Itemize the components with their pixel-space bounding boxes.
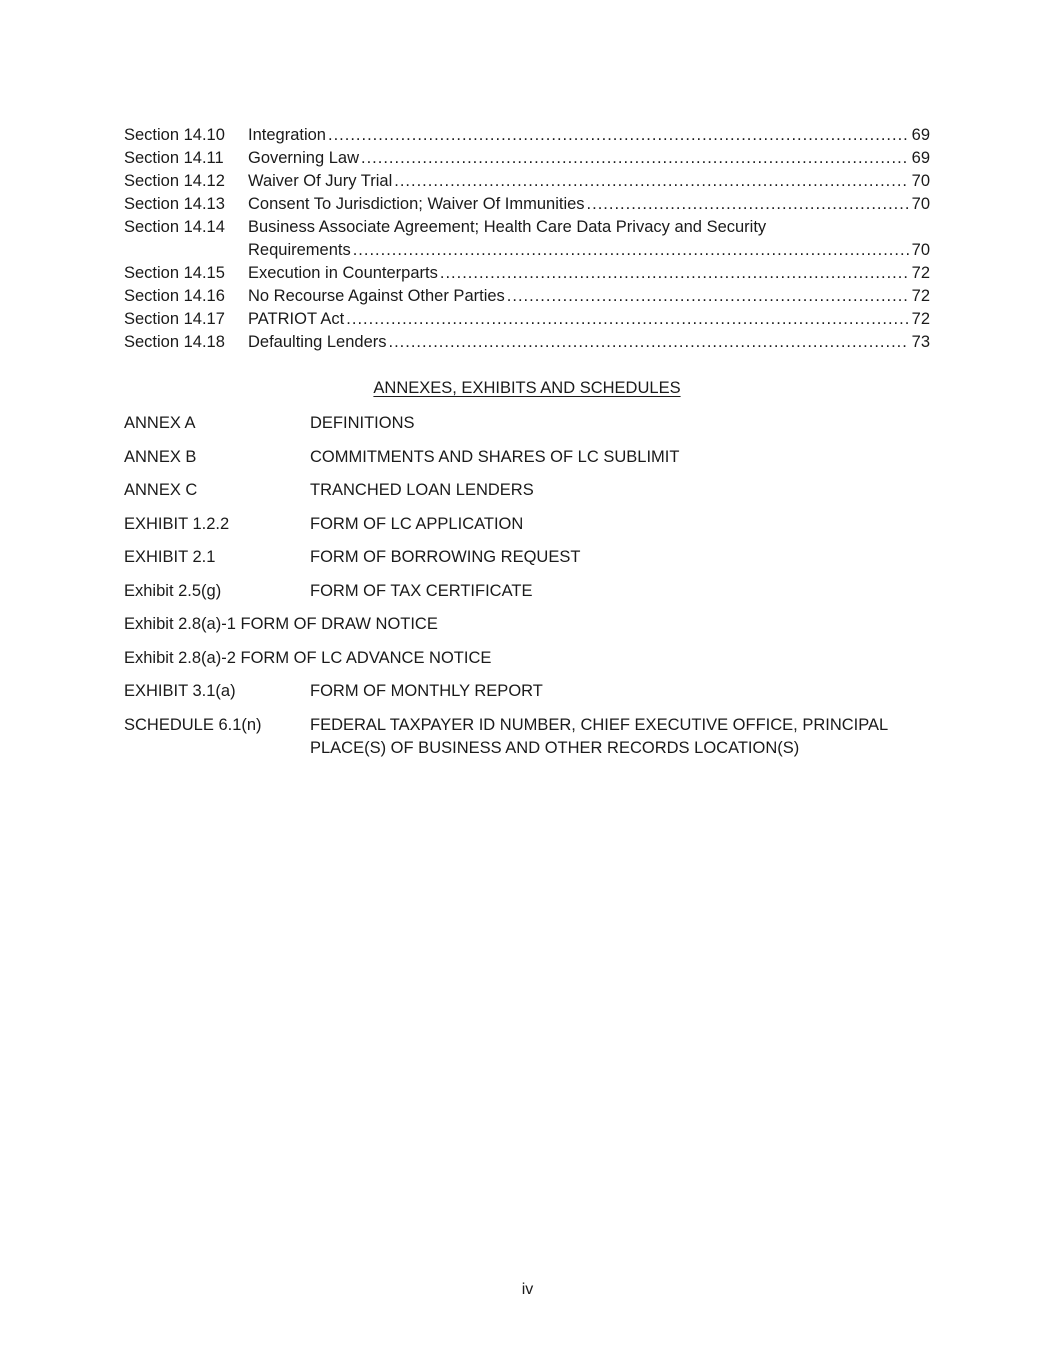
exhibit-description: FORM OF MONTHLY REPORT	[310, 682, 543, 700]
toc-entry	[124, 308, 930, 331]
toc-leader-dots	[389, 331, 909, 354]
annex-code: ANNEX B	[124, 447, 197, 466]
toc-section-title: Defaulting Lenders	[248, 333, 387, 351]
toc-page-number: 70	[911, 241, 930, 259]
toc-page-number: 69	[911, 149, 930, 167]
toc-section-title-line-2: Requirements	[248, 241, 351, 259]
document-page	[124, 124, 930, 757]
exhibit-entry	[124, 580, 930, 603]
toc-section-number: Section 14.16	[124, 287, 225, 305]
toc-page-number: 72	[911, 287, 930, 305]
toc-leader-dots	[346, 308, 908, 331]
toc-section-title-line-1: Business Associate Agreement; Health Care Data Privacy and Security	[248, 218, 767, 236]
toc-entry	[124, 147, 930, 170]
exhibit-description: FORM OF LC APPLICATION	[310, 514, 524, 533]
annex-entry	[124, 479, 930, 502]
toc-entry	[124, 285, 930, 308]
toc-section-number: Section 14.17	[124, 310, 225, 328]
exhibit-code: EXHIBIT 3.1(a)	[124, 682, 236, 700]
toc-entry	[124, 262, 930, 285]
exhibit-code: EXHIBIT 2.1	[124, 548, 216, 566]
exhibit-description: FORM OF BORROWING REQUEST	[310, 548, 581, 566]
toc-section-number: Section 14.15	[124, 264, 225, 282]
toc-page-number: 72	[911, 264, 930, 282]
exhibit-code: EXHIBIT 1.2.2	[124, 514, 230, 533]
toc-section-title: Waiver Of Jury Trial	[248, 172, 393, 190]
toc-section-title: No Recourse Against Other Parties	[248, 287, 505, 305]
toc-leader-dots	[394, 170, 908, 193]
toc-entry	[124, 331, 930, 354]
annex-description: TRANCHED LOAN LENDERS	[310, 481, 534, 499]
exhibit-entry	[124, 513, 930, 536]
annex-description: DEFINITIONS	[310, 414, 415, 432]
annex-description: COMMITMENTS AND SHARES OF LC SUBLIMIT	[310, 447, 680, 466]
exhibit-entry	[124, 680, 930, 703]
toc-page-number: 70	[911, 172, 930, 190]
annexes-heading: ANNEXES, EXHIBITS AND SCHEDULES	[373, 379, 681, 397]
toc-section-number: Section 14.18	[124, 333, 225, 351]
exhibit-code: Exhibit 2.8(a)-1	[124, 615, 236, 633]
toc-section-number: Section 14.12	[124, 172, 225, 190]
toc-section-number: Section 14.13	[124, 195, 225, 213]
toc-section-title: Integration	[248, 126, 326, 144]
toc-section-title: Governing Law	[248, 149, 359, 167]
toc-page-number: 72	[911, 310, 930, 328]
toc-section-title: PATRIOT Act	[248, 310, 345, 328]
toc-leader-dots	[328, 124, 909, 147]
toc-leader-dots	[440, 262, 909, 285]
toc-section-number: Section 14.10	[124, 126, 225, 144]
schedule-entry	[124, 714, 930, 760]
toc-section-number: Section 14.14	[124, 218, 225, 236]
exhibit-description: FORM OF TAX CERTIFICATE	[310, 581, 533, 600]
annex-code: ANNEX C	[124, 481, 198, 499]
toc-leader-dots	[353, 239, 909, 262]
toc-entry	[124, 216, 930, 262]
toc-leader-dots	[361, 147, 909, 170]
toc-leader-dots	[507, 285, 909, 308]
annexes-list	[124, 412, 930, 770]
exhibit-entry	[124, 546, 930, 569]
exhibit-entry	[124, 613, 930, 636]
toc-entry	[124, 124, 930, 147]
toc-entry	[124, 193, 930, 216]
toc-entry	[124, 170, 930, 193]
exhibit-code: Exhibit 2.8(a)-2	[124, 648, 236, 667]
schedule-code: SCHEDULE 6.1(n)	[124, 715, 262, 734]
toc-section-title: Consent To Jurisdiction; Waiver Of Immunities	[248, 195, 585, 213]
toc-section-number: Section 14.11	[124, 149, 224, 167]
toc-leader-dots	[587, 193, 909, 216]
table-of-contents	[124, 124, 930, 354]
annex-code: ANNEX A	[124, 414, 196, 432]
exhibit-entry	[124, 647, 930, 670]
toc-page-number: 70	[911, 195, 930, 213]
exhibit-description: FORM OF DRAW NOTICE	[240, 615, 438, 633]
exhibit-description: FORM OF LC ADVANCE NOTICE	[240, 648, 492, 667]
page-number: iv	[521, 1281, 534, 1298]
schedule-description: FEDERAL TAXPAYER ID NUMBER, CHIEF EXECUTIVE OFFICE, PRINCIPAL PLACE(S) OF BUSINESS AND OTHER RECORDS LOCATION(S)	[310, 715, 888, 757]
toc-page-number: 73	[911, 333, 930, 351]
exhibit-code: Exhibit 2.5(g)	[124, 581, 222, 600]
toc-section-title: Execution in Counterparts	[248, 264, 438, 282]
annex-entry	[124, 446, 930, 469]
annex-entry	[124, 412, 930, 435]
toc-page-number: 69	[911, 126, 930, 144]
